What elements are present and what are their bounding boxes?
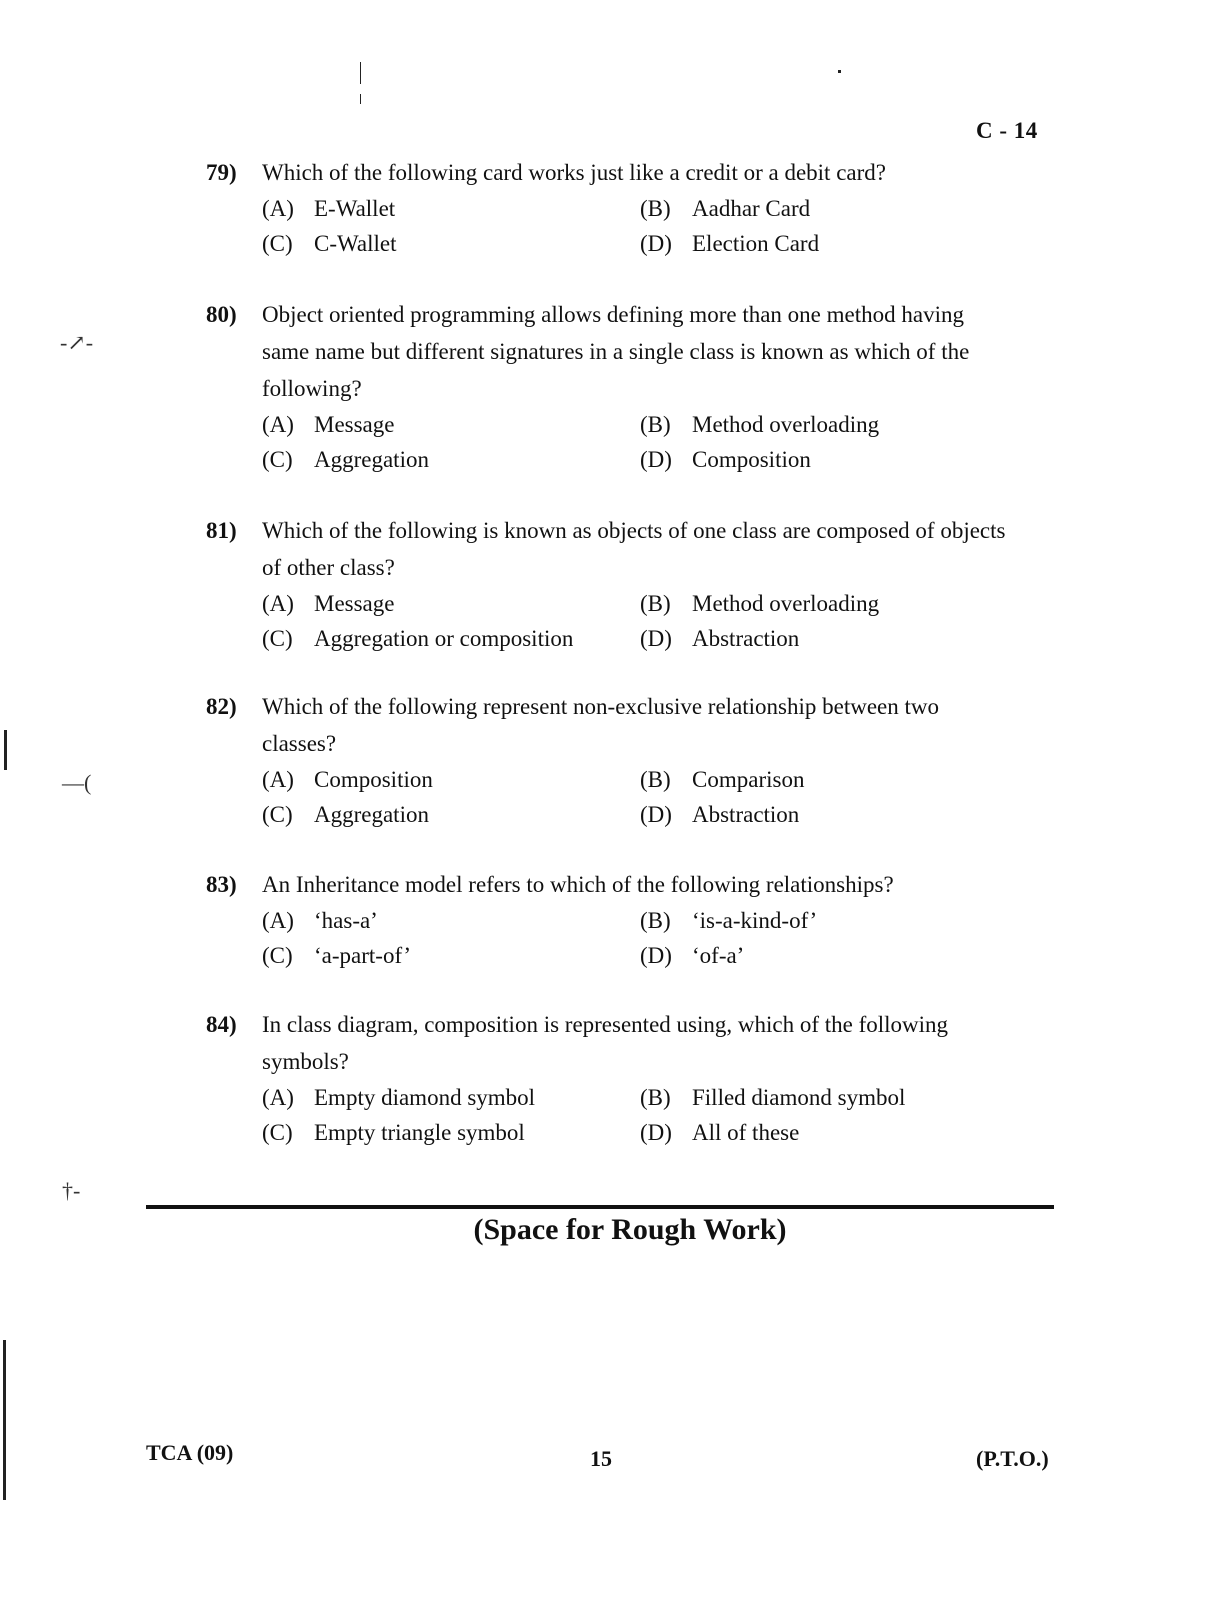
question-82 (206, 688, 1006, 832)
option-d: (D) ‘of-a’ (640, 943, 745, 968)
options (262, 1080, 1006, 1150)
scan-artifact (4, 730, 7, 770)
option-d: (D) Composition (640, 447, 811, 472)
options (262, 191, 1006, 261)
option-b: (B) ‘is-a-kind-of’ (640, 908, 818, 933)
question-number: 84) (206, 1012, 237, 1037)
footer-code: TCA (09) (146, 1440, 234, 1465)
question-text: Which of the following card works just like a credit or a debit card? (262, 160, 886, 185)
question-number: 81) (206, 518, 237, 543)
question-83 (206, 866, 1006, 973)
section-divider (146, 1205, 1054, 1209)
option-a: (A) Composition (262, 767, 433, 792)
option-c: (C) ‘a-part-of’ (262, 943, 412, 968)
question-text: Which of the following represent non-exclusive relationship between two classes? (262, 694, 940, 756)
question-81 (206, 512, 1006, 656)
footer-pto: (P.T.O.) (976, 1446, 1049, 1471)
option-d: (D) Abstraction (640, 626, 800, 651)
option-c: (C) Aggregation or composition (262, 626, 574, 651)
option-a: (A) ‘has-a’ (262, 908, 378, 933)
question-text: Object oriented programming allows defining more than one method having same name but different signatures in a single class is known as which of the following? (262, 302, 970, 401)
scan-artifact (3, 1340, 6, 1500)
question-text: In class diagram, composition is represented using, which of the following symbols? (262, 1012, 949, 1074)
option-d: (D) Abstraction (640, 802, 800, 827)
option-a: (A) Message (262, 591, 395, 616)
option-a: (A) Empty diamond symbol (262, 1085, 536, 1110)
question-79 (206, 154, 1006, 261)
question-text: An Inheritance model refers to which of the following relationships? (262, 872, 894, 897)
scan-artifact (838, 70, 841, 73)
option-c: (C) C-Wallet (262, 231, 397, 256)
rough-work-heading: (Space for Rough Work) (473, 1213, 787, 1246)
options (262, 407, 1006, 477)
scan-artifact (360, 94, 361, 104)
page-number: 15 (590, 1446, 612, 1471)
margin-mark-icon: —( (62, 770, 92, 795)
option-a: (A) Message (262, 412, 395, 437)
options (262, 586, 1006, 656)
option-d: (D) Election Card (640, 231, 820, 256)
margin-mark-icon: -↗- (60, 330, 94, 355)
option-b: (B) Aadhar Card (640, 196, 811, 221)
option-c: (C) Empty triangle symbol (262, 1120, 525, 1145)
question-number: 80) (206, 302, 237, 327)
option-b: (B) Method overloading (640, 591, 880, 616)
option-c: (C) Aggregation (262, 447, 429, 472)
option-d: (D) All of these (640, 1120, 800, 1145)
question-84 (206, 1006, 1006, 1150)
options (262, 903, 1006, 973)
question-80 (206, 296, 1006, 477)
question-number: 82) (206, 694, 237, 719)
scan-artifact (360, 62, 361, 84)
paper-code: C - 14 (976, 118, 1038, 143)
option-b: (B) Filled diamond symbol (640, 1085, 906, 1110)
option-b: (B) Comparison (640, 767, 805, 792)
margin-mark-icon: †- (62, 1178, 81, 1203)
question-text: Which of the following is known as objects of one class are composed of objects of other class? (262, 518, 1006, 580)
option-a: (A) E-Wallet (262, 196, 396, 221)
question-number: 79) (206, 160, 237, 185)
option-b: (B) Method overloading (640, 412, 880, 437)
question-number: 83) (206, 872, 237, 897)
option-c: (C) Aggregation (262, 802, 429, 827)
options (262, 762, 1006, 832)
